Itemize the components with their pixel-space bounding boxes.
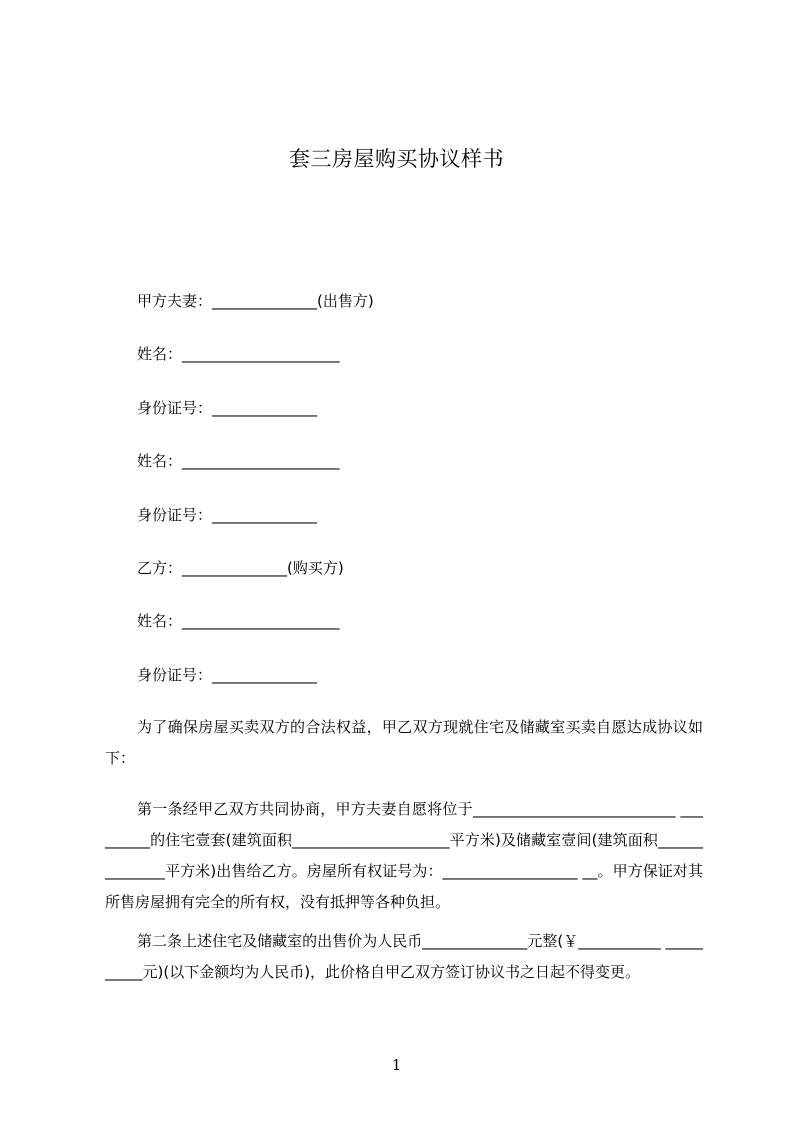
intro-paragraph: 为了确保房屋买卖双方的合法权益，甲乙双方现就住宅及储藏室买卖自愿达成协议如下： — [105, 718, 703, 767]
page-number: 1 — [391, 1056, 402, 1074]
buyer-line: 乙方：______________(购买方) — [137, 559, 344, 577]
seller-id-2: 身份证号：______________ — [137, 506, 318, 524]
seller-name-2: 姓名：_____________________ — [137, 452, 340, 470]
article-2-paragraph: 第二条上述住宅及储藏室的出售价为人民币______________元整(￥___________ __________元)(以下金额均为人民币)，此价格自甲乙双方签订协议书之日起不得变更。 — [105, 932, 703, 981]
seller-id-1: 身份证号：______________ — [137, 399, 318, 417]
seller-name-1: 姓名：_____________________ — [137, 345, 340, 363]
buyer-name: 姓名：_____________________ — [137, 612, 340, 630]
document-title: 套三房屋购买协议样书 — [289, 147, 504, 171]
seller-line: 甲方夫妻：______________(出售方) — [137, 292, 374, 310]
buyer-id: 身份证号：______________ — [137, 666, 318, 684]
article-1-paragraph: 第一条经甲乙双方共同协商，甲方夫妻自愿将位于___________________________ _________的住宅壹套(建筑面积_____________________平方米)及储藏室壹间(建筑面积______________平方米)出售给乙方。房屋所有权证号为：__________________ __。甲方保证对其所售房屋拥有完全的所有权，没有抵押等各种负担。 — [105, 800, 703, 911]
